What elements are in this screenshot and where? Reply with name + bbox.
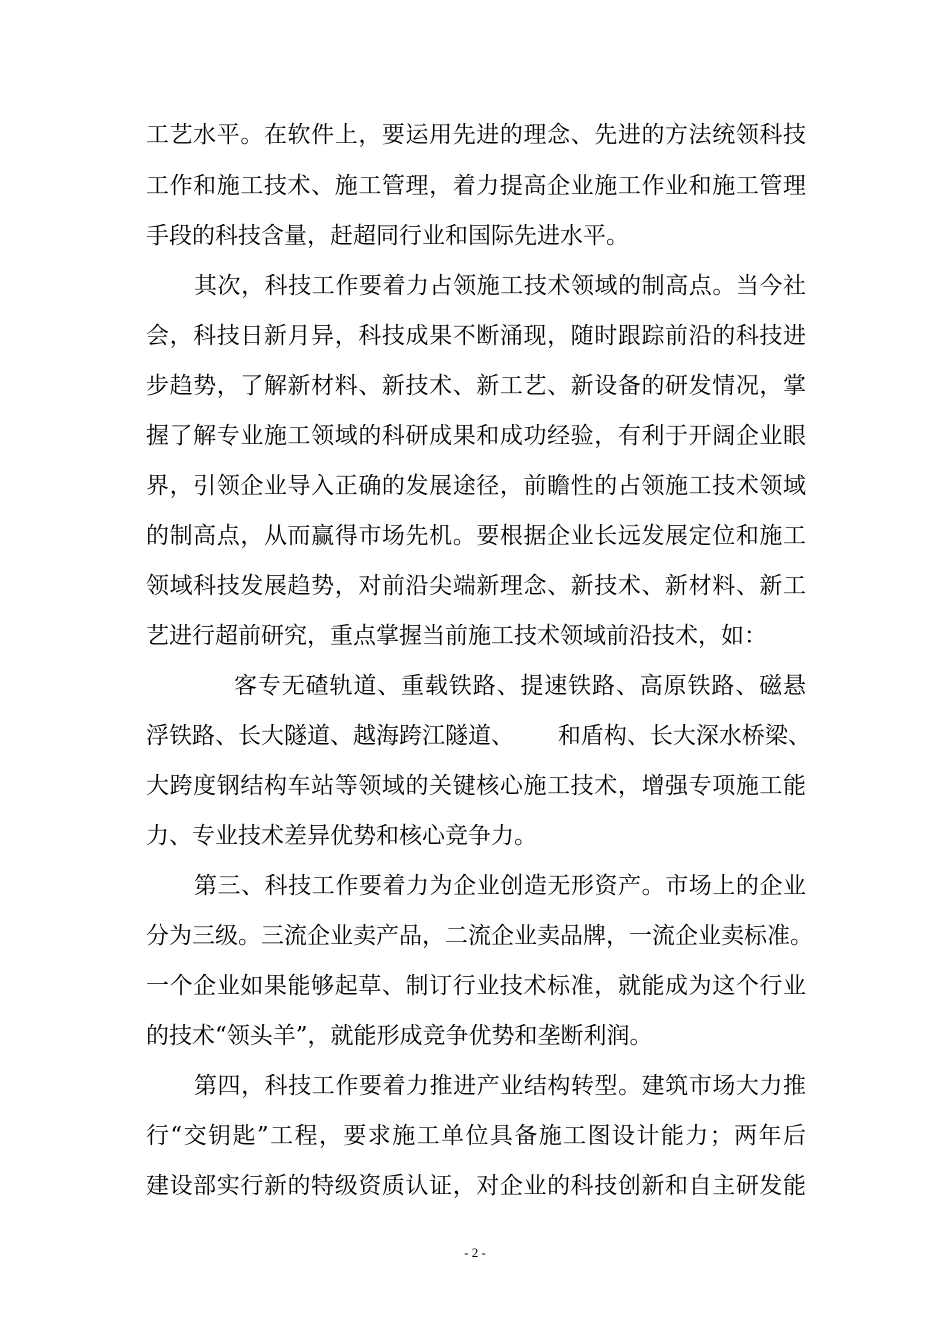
text-line: 领域科技发展趋势，对前沿尖端新理念、新技术、新材料、新工 [146, 573, 806, 599]
text-line: 分为三级。三流企业卖产品，二流企业卖品牌，一流企业卖标准。 [146, 923, 813, 949]
paragraph-first-line: 客专无碴轨道、重载铁路、提速铁路、高原铁路、磁悬 [234, 673, 806, 699]
text-line: 浮铁路、长大隧道、越海跨江隧道、 和盾构、长大深水桥梁、 [146, 723, 811, 749]
page-number: - 2 - [464, 1245, 486, 1260]
text-line: 握了解专业施工领域的科研成果和成功经验，有利于开阔企业眼 [146, 423, 806, 449]
text-line: 工作和施工技术、施工管理，着力提高企业施工作业和施工管理 [146, 173, 806, 199]
text-line: 工艺水平。在软件上，要运用先进的理念、先进的方法统领科技 [146, 122, 806, 148]
text-line: 界，引领企业导入正确的发展途径，前瞻性的占领施工技术领域 [146, 473, 806, 499]
paragraph-first-line: 第三、科技工作要着力为企业创造无形资产。市场上的企业 [194, 873, 806, 899]
text-line: 行“交钥匙”工程，要求施工单位具备施工图设计能力；两年后 [146, 1123, 806, 1149]
text-line: 手段的科技含量，赶超同行业和国际先进水平。 [146, 223, 629, 249]
text-line: 大跨度钢结构车站等领域的关键核心施工技术，增强专项施工能 [146, 773, 806, 799]
paragraph-first-line: 其次，科技工作要着力占领施工技术领域的制高点。当今社 [194, 273, 806, 299]
paragraph-first-line: 第四，科技工作要着力推进产业结构转型。建筑市场大力推 [194, 1073, 806, 1099]
text-line: 艺进行超前研究，重点掌握当前施工技术领域前沿技术，如： [146, 623, 767, 649]
text-line: 步趋势，了解新材料、新技术、新工艺、新设备的研发情况，掌 [146, 373, 806, 399]
text-line: 力、专业技术差异优势和核心竞争力。 [146, 823, 537, 849]
text-line: 建设部实行新的特级资质认证，对企业的科技创新和自主研发能 [146, 1173, 806, 1199]
text-line: 会，科技日新月异，科技成果不断涌现，随时跟踪前沿的科技进 [146, 323, 806, 349]
text-line: 一个企业如果能够起草、制订行业技术标准，就能成为这个行业 [146, 973, 806, 999]
text-line: 的制高点，从而赢得市场先机。要根据企业长远发展定位和施工 [146, 523, 806, 549]
text-line: 的技术“领头羊”，就能形成竞争优势和垄断利润。 [146, 1023, 653, 1049]
